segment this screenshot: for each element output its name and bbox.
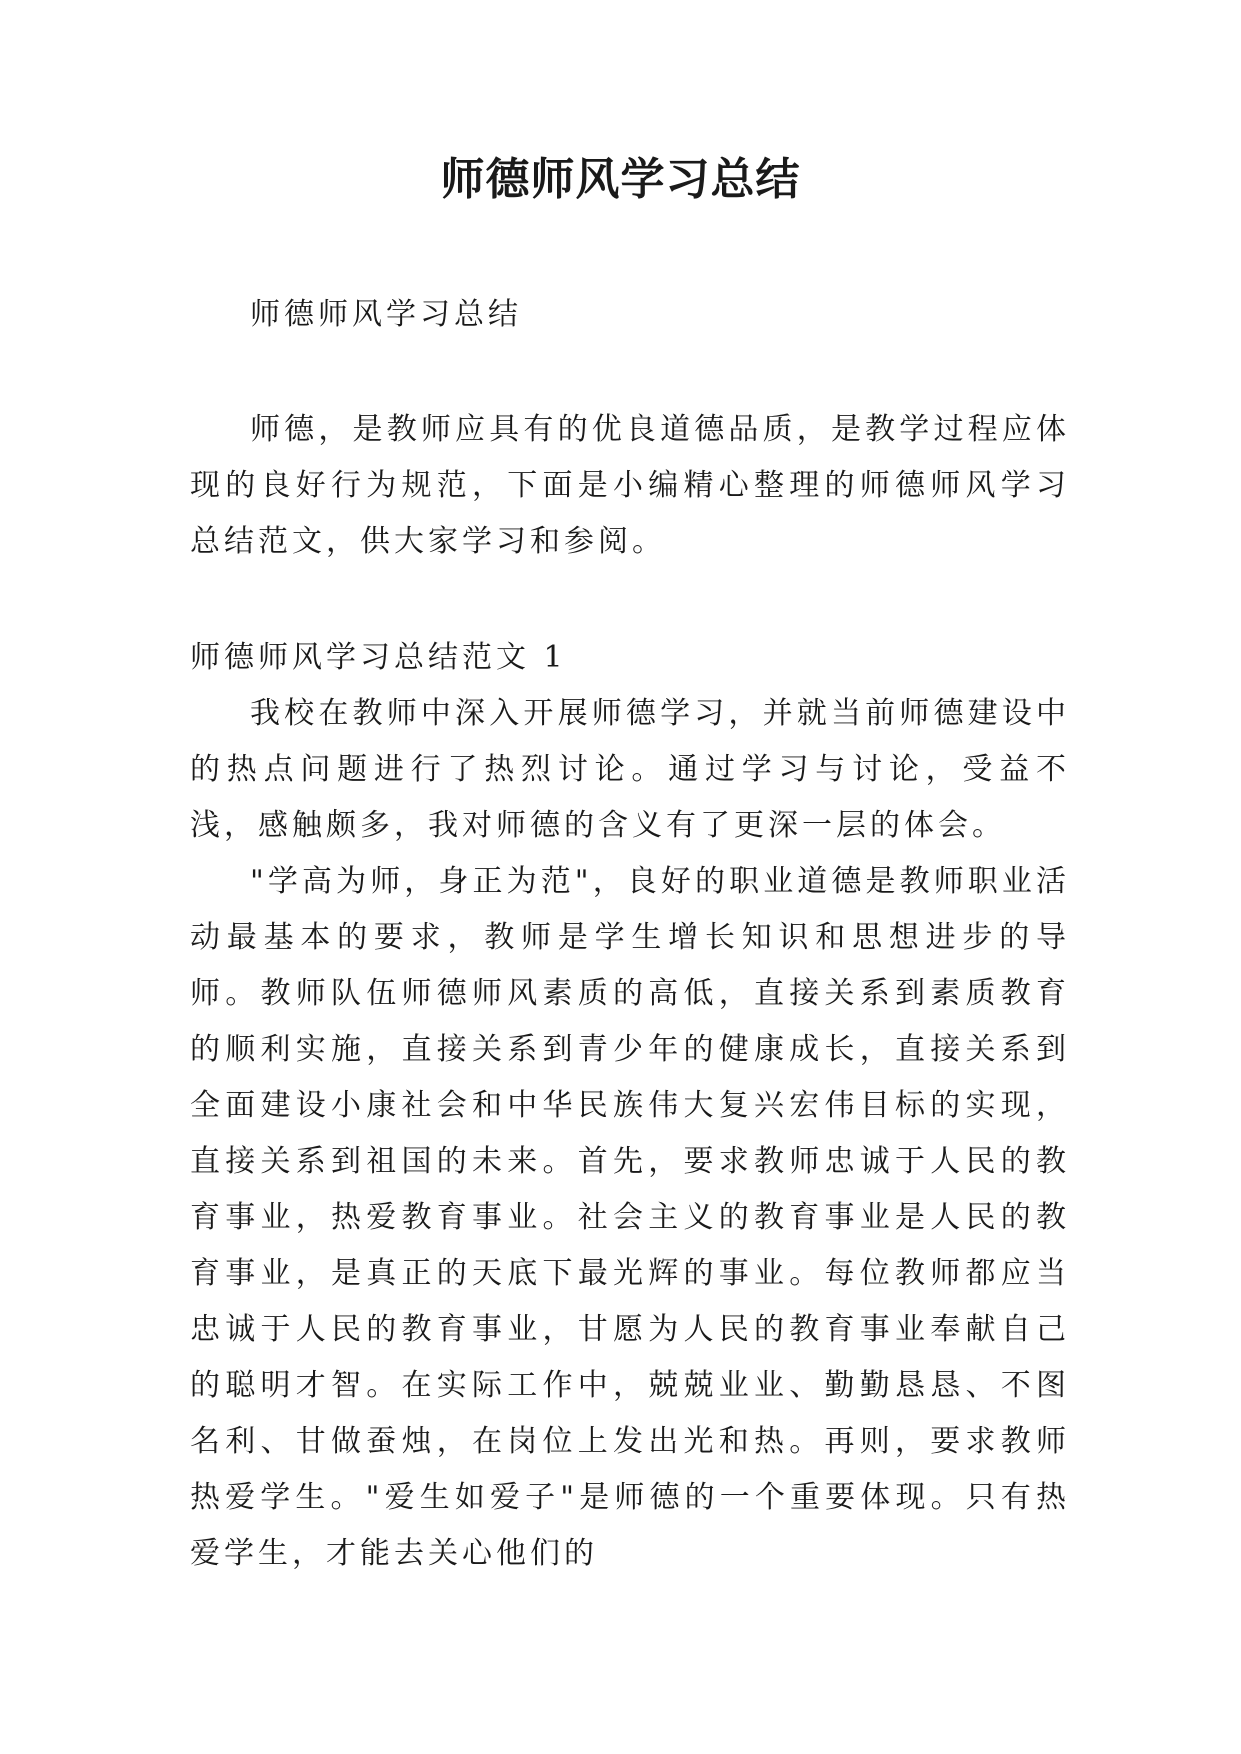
body-paragraph: "学高为师，身正为范"，良好的职业道德是教师职业活动最基本的要求，教师是学生增长知识和思想进步的导师。教师队伍师德师风素质的高低，直接关系到素质教育的顺利实施，直接关系到青少年的健康成长，直接关系到全面建设小康社会和中华民族伟大复兴宏伟目标的实现，直接关系到祖国的未来。首先，要求教师忠诚于人民的教育事业，热爱教育事业。社会主义的教育事业是人民的教育事业，是真正的天底下最光辉的事业。每位教师都应当忠诚于人民的教育事业，甘愿为人民的教育事业奉献自己的聪明才智。在实际工作中，兢兢业业、勤勤恳恳、不图名利、甘做蚕烛，在岗位上发出光和热。再则，要求教师热爱学生。"爱生如爱子"是师德的一个重要体现。只有热爱学生，才能去关心他们的 xyxy=(190,864,1070,1571)
document-subtitle: 师德师风学习总结 xyxy=(250,297,522,332)
page-title: 师德师风学习总结 xyxy=(440,154,801,205)
section-heading: 师德师风学习总结范文 1 xyxy=(190,640,567,675)
intro-paragraph: 师德，是教师应具有的优良道德品质，是教学过程应体现的良好行为规范，下面是小编精心整理的师德师风学习总结范文，供大家学习和参阅。 xyxy=(190,412,1070,559)
body-paragraph: 我校在教师中深入开展师德学习，并就当前师德建设中的热点问题进行了热烈讨论。通过学习与讨论，受益不浅，感触颇多，我对师德的含义有了更深一层的体会。 xyxy=(190,696,1070,843)
